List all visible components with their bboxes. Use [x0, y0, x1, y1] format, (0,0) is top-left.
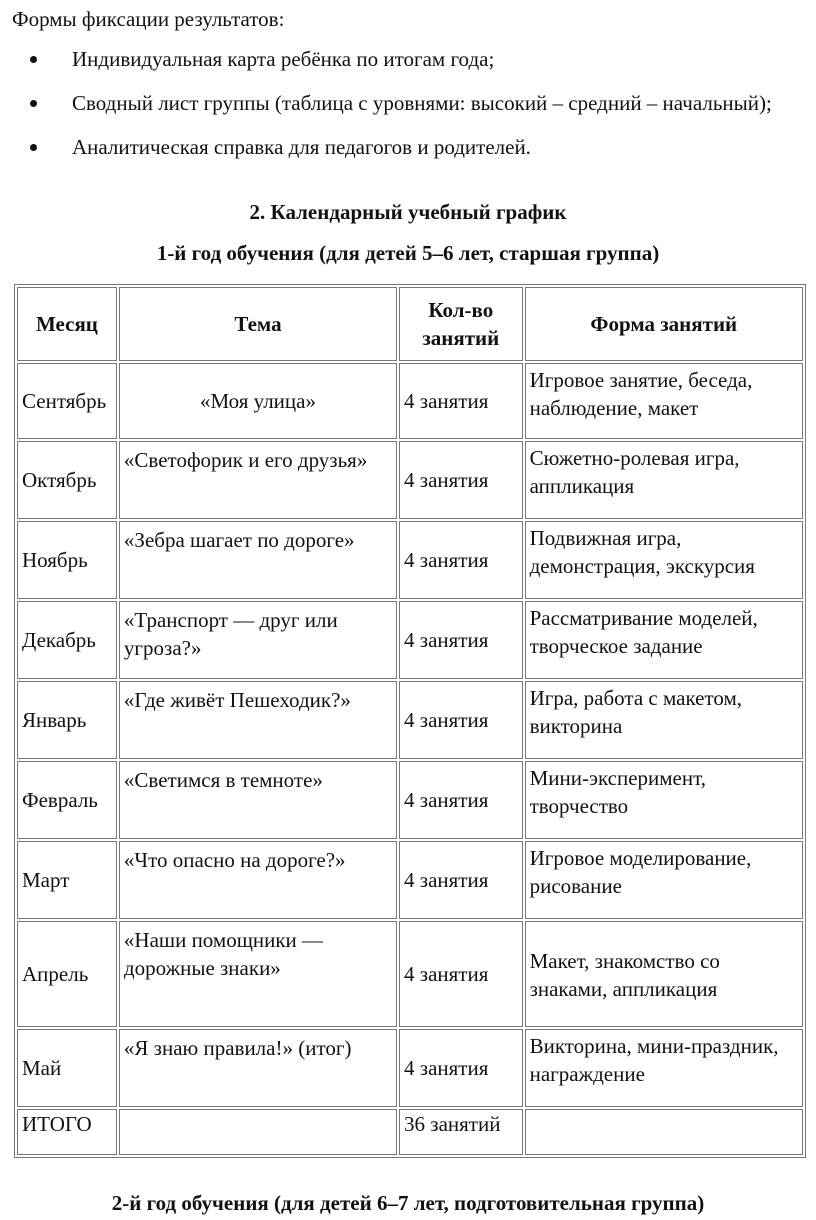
table-row [17, 521, 803, 599]
cell-form: Подвижная игра, демонстрация, экскурсия [525, 521, 803, 599]
header-month: Месяц [17, 287, 117, 361]
cell-month: Декабрь [17, 601, 117, 679]
table-header-row [17, 287, 803, 361]
cell-count: 4 занятия [399, 841, 523, 919]
header-form: Форма занятий [525, 287, 803, 361]
cell-topic: «Я знаю правила!» (итог) [119, 1029, 397, 1107]
table-row [17, 761, 803, 839]
list-item [30, 44, 800, 74]
cell-topic: «Наши помощники — дорожные знаки» [119, 921, 397, 1027]
result-forms-list [30, 44, 800, 176]
cell-month: Ноябрь [17, 521, 117, 599]
cell-month: Сентябрь [17, 363, 117, 439]
cell-form: Игровое моделирование, рисование [525, 841, 803, 919]
cell-form: Рассматривание моделей, творческое задание [525, 601, 803, 679]
cell-total-topic [119, 1109, 397, 1155]
table-row [17, 681, 803, 759]
cell-count: 4 занятия [399, 921, 523, 1027]
cell-form: Игровое занятие, беседа, наблюдение, макет [525, 363, 803, 439]
cell-form: Сюжетно-ролевая игра, аппликация [525, 441, 803, 519]
bullet-icon [30, 56, 37, 63]
cell-count: 4 занятия [399, 681, 523, 759]
cell-topic: «Светимся в темноте» [119, 761, 397, 839]
cell-month: Февраль [17, 761, 117, 839]
list-item [30, 88, 800, 118]
list-item-text: Аналитическая справка для педагогов и родителей. [72, 135, 531, 159]
cell-total-label: ИТОГО [17, 1109, 117, 1155]
cell-month: Октябрь [17, 441, 117, 519]
cell-month: Май [17, 1029, 117, 1107]
section-title: 2. Календарный учебный график [249, 200, 567, 224]
cell-month: Апрель [17, 921, 117, 1027]
table-row [17, 363, 803, 439]
cell-count: 4 занятия [399, 441, 523, 519]
cell-topic: «Транспорт — друг или угроза?» [119, 601, 397, 679]
intro-text: Формы фиксации результатов: [12, 7, 285, 31]
cell-count: 4 занятия [399, 1029, 523, 1107]
cell-month: Январь [17, 681, 117, 759]
cell-topic: «Где живёт Пешеходик?» [119, 681, 397, 759]
bullet-icon [30, 144, 37, 151]
cell-count: 4 занятия [399, 363, 523, 439]
year2-title: 2-й год обучения (для детей 6–7 лет, подготовительная группа) [111, 1191, 705, 1215]
header-count-line1: Кол-во [428, 298, 494, 322]
schedule-table [14, 284, 806, 1158]
cell-count: 4 занятия [399, 601, 523, 679]
cell-form: Макет, знакомство со знаками, аппликация [525, 921, 803, 1027]
year1-title: 1-й год обучения (для детей 5–6 лет, старшая группа) [156, 241, 660, 265]
bullet-icon [30, 100, 37, 107]
cell-month: Март [17, 841, 117, 919]
table-total-row [17, 1109, 803, 1155]
table-row [17, 921, 803, 1027]
list-item-text: Индивидуальная карта ребёнка по итогам года; [72, 47, 495, 71]
header-topic: Тема [119, 287, 397, 361]
cell-count: 4 занятия [399, 761, 523, 839]
table-row [17, 441, 803, 519]
header-count [399, 287, 523, 361]
header-count-line2: занятий [422, 326, 500, 350]
table-row [17, 601, 803, 679]
cell-total-form [525, 1109, 803, 1155]
cell-topic: «Зебра шагает по дороге» [119, 521, 397, 599]
list-item-text: Сводный лист группы (таблица с уровнями: высокий – средний – начальный); [72, 91, 772, 115]
cell-form: Мини-эксперимент, творчество [525, 761, 803, 839]
cell-count: 4 занятия [399, 521, 523, 599]
cell-topic: «Моя улица» [119, 363, 397, 439]
cell-form: Викторина, мини-праздник, награждение [525, 1029, 803, 1107]
cell-form: Игра, работа с макетом, викторина [525, 681, 803, 759]
cell-topic: «Светофорик и его друзья» [119, 441, 397, 519]
cell-topic: «Что опасно на дороге?» [119, 841, 397, 919]
table-row [17, 1029, 803, 1107]
list-item [30, 132, 800, 162]
cell-total-count: 36 занятий [399, 1109, 523, 1155]
table-row [17, 841, 803, 919]
